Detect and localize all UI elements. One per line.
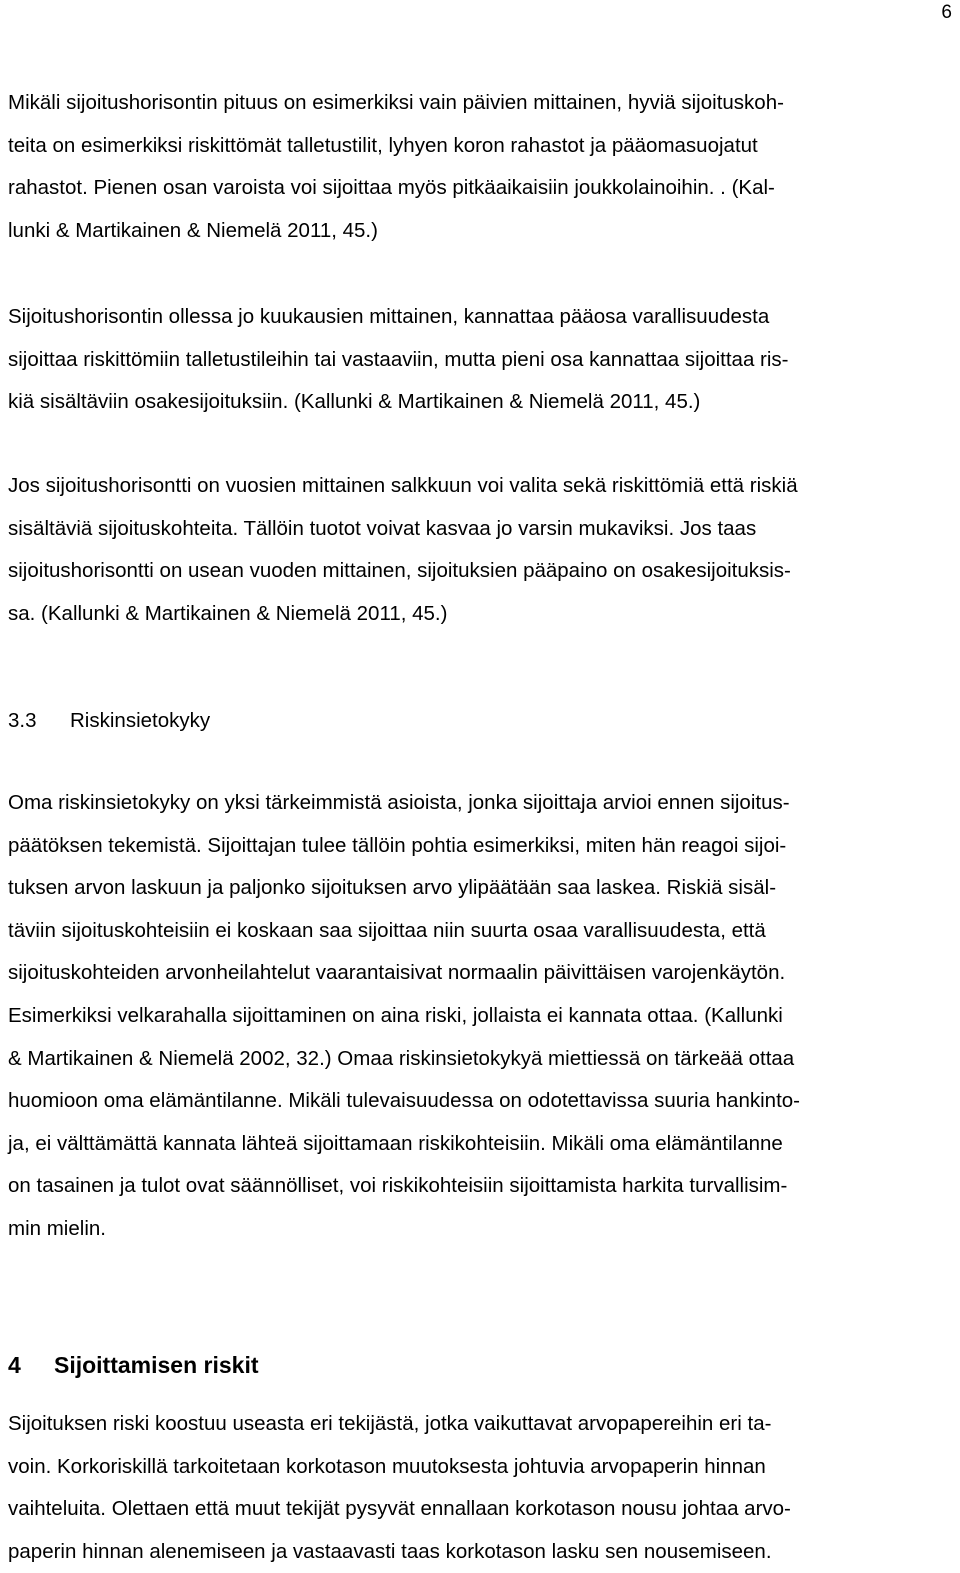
section-number: 3.3: [8, 709, 37, 732]
paragraph-investment-risks: Sijoituksen riski koostuu useasta eri tekijästä, jotka vaikuttavat arvopapereihin eri ta- voin. Korkoriskillä tarkoitetaan korkotason muutoksesta johtuvia arvopaperin hinnan vaihteluita. Olettaen että muut tekijät pysyvät ennallaan korkotason nousu johtaa arvo- paperin hinnan alenemiseen ja vastaavasti taas korkotason lasku sen nousemiseen.: [8, 1412, 791, 1563]
paragraph-risk-tolerance: Oma riskinsietokyky on yksi tärkeimmistä asioista, jonka sijoittaja arvioi ennen sijoitus- päätöksen tekemistä. Sijoittajan tulee tällöin pohtia esimerkiksi, miten hän reagoi sijoi- tuksen arvon laskuun ja paljonko sijoituksen arvo ylipäätään saa laskea. Riskiä sisäl- täviin sijoituskohteisiin ei koskaan saa sijoittaa niin suurta osaa varallisuudesta, että sijoituskohteiden arvonheilahtelut vaarantaisivat normaalin päivittäisen varojenkäytön. Esimerkiksi velkarahalla sijoittaminen on aina riski, jollaista ei kannata ottaa. (Kallunki & Martikainen & Niemelä 2002, 32.) Omaa riskinsietokykyä miettiessä on tärkeää ottaa huomioon oma elämäntilanne. Mikäli tulevaisuudessa on odotettavissa suuria hankinto- ja, ei välttämättä kannata lähteä sijoittamaan riskikohteisiin. Mikäli oma elämäntilanne on tasainen ja tulot ovat säännölliset, voi riskikohteisiin sijoittamista harkita turvallisim- min mielin.: [8, 791, 800, 1240]
paragraph-investment-years: Jos sijoitushorisontti on vuosien mittainen salkkuun voi valita sekä riskittömiä että riskiä sisältäviä sijoituskohteita. Tällöin tuotot voivat kasvaa jo varsin mukaviksi. Jos taas sijoitushorisontti on usean vuoden mittainen, sijoituksien pääpaino on osakesijoituksis- sa. (Kallunki & Martikainen & Niemelä 2011, 45.): [8, 474, 798, 625]
section-heading-4: [8, 1344, 259, 1386]
paragraph-investment-months: Sijoitushorisontin ollessa jo kuukausien mittainen, kannattaa pääosa varallisuudesta sijoittaa riskittömiin talletustileihin tai vastaaviin, mutta pieni osa kannattaa sijoittaa ris- kiä sisältäviin osakesijoituksiin. (Kallunki & Martikainen & Niemelä 2011, 45.): [8, 305, 789, 414]
chapter-number: 4: [8, 1352, 21, 1378]
section-title: Riskinsietokyky: [70, 709, 211, 732]
chapter-title: Sijoittamisen riskit: [54, 1352, 259, 1378]
page-number: 6: [941, 2, 952, 23]
section-heading-3-3: [8, 700, 210, 743]
paragraph-investment-days: Mikäli sijoitushorisontin pituus on esimerkiksi vain päivien mittainen, hyviä sijoituskoh- teita on esimerkiksi riskittömät talletustilit, lyhyen koron rahastot ja pääomasuojatut rahastot. Pienen osan varoista voi sijoittaa myös pitkäaikaisiin joukkolainoihin. . (Kal- lunki & Martikainen & Niemelä 2011, 45.): [8, 91, 784, 242]
